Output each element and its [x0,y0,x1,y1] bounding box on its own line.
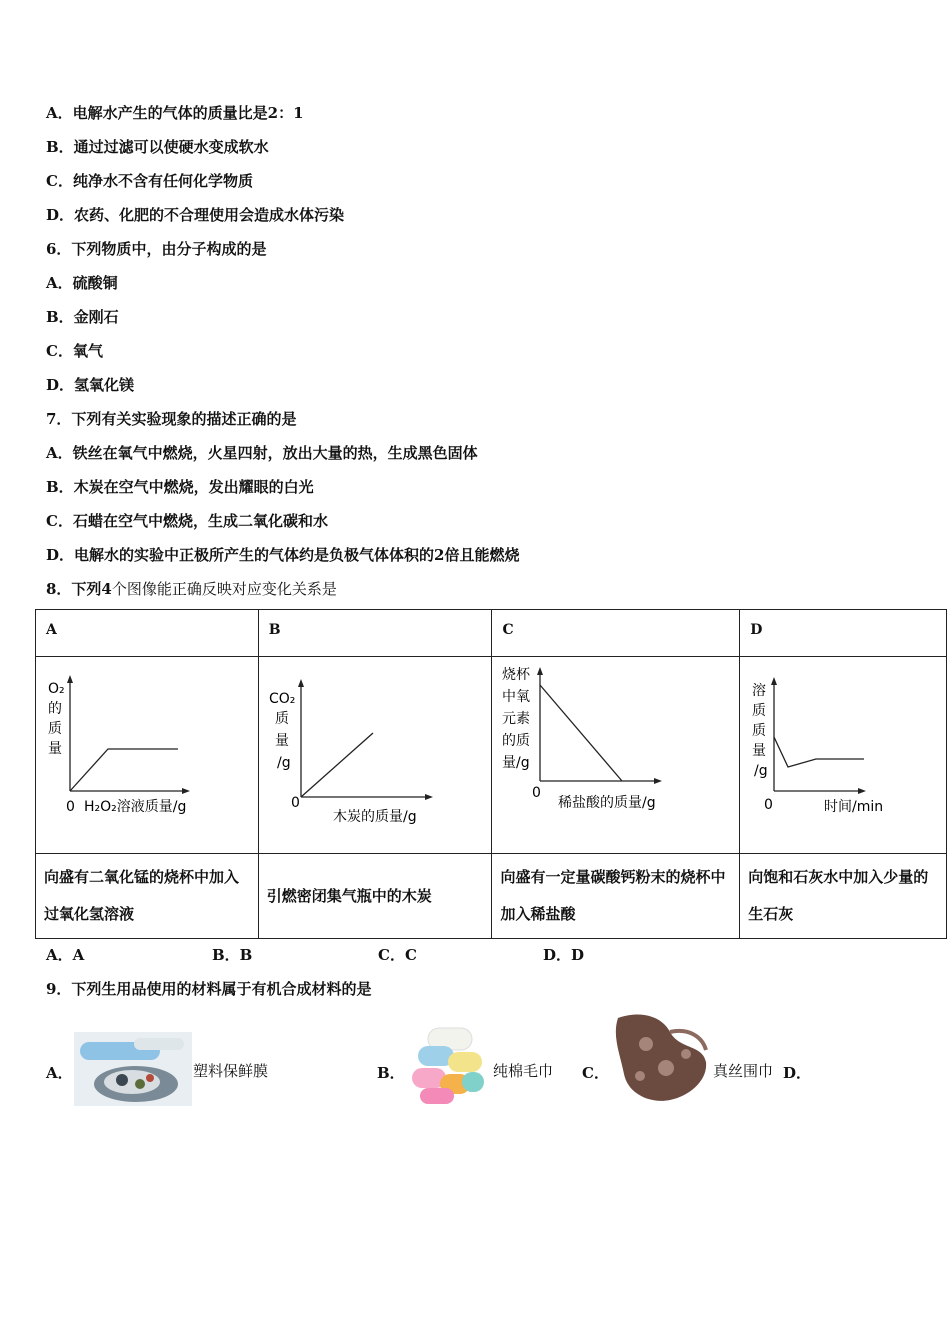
q5-option-b: B．通过过滤可以使硬水变成软水 [46,138,269,156]
q5-option-c: C．纯净水不含有任何化学物质 [46,172,253,190]
q8-graph-d [740,657,947,854]
q8-graph-c [492,657,740,854]
graph-b-ylabel-3: 量 [274,733,289,749]
graph-c-ylabel-4: 的质 [502,733,531,749]
q9-option-a-name: 塑料保鲜膜 [193,1062,269,1080]
graph-c-xlabel: 稀盐酸的质量/g [558,795,657,811]
q9-option-b-name: 纯棉毛巾 [493,1062,554,1080]
cotton-towel-image [408,1022,488,1106]
graph-c-ylabel-3: 元素 [502,711,531,727]
q8-header-d: D [740,610,947,657]
q9-option-d-label: D． [783,1064,812,1082]
graph-d-ylabel-5: /g [754,763,768,779]
graph-a-ylabel-4: 量 [48,741,62,757]
plastic-wrap-image [74,1032,192,1106]
q6-stem: 6．下列物质中，由分子构成的是 [46,240,267,258]
q8-option-c: C．C [378,946,417,964]
q8-stem: 8．下列4个图像能正确反映对应变化关系是 [46,580,337,598]
graph-a-origin: 0 [66,799,75,815]
q7-option-a: A．铁丝在氧气中燃烧，火星四射，放出大量的热，生成黑色固体 [46,444,478,462]
q8-option-b: B．B [212,946,253,964]
q8-desc-d: 向饱和石灰水中加入少量的生石灰 [740,854,947,939]
q7-option-d: D．电解水的实验中正极所产生的气体约是负极气体体积的2倍且能燃烧 [46,546,520,564]
graph-d-origin: 0 [764,797,774,813]
q7-option-c: C．石蜡在空气中燃烧，生成二氧化碳和水 [46,512,328,530]
graph-b-origin: 0 [290,795,300,811]
q9-option-c-name: 真丝围巾 [713,1062,774,1080]
graph-c-ylabel-1: 烧杯 [502,667,531,683]
q7-option-b: B．木炭在空气中燃烧，发出耀眼的白光 [46,478,314,496]
q8-desc-c: 向盛有一定量碳酸钙粉末的烧杯中加入稀盐酸 [492,854,740,939]
q5-option-d: D．农药、化肥的不合理使用会造成水体污染 [46,206,345,224]
q7-stem: 7．下列有关实验现象的描述正确的是 [46,410,297,428]
q9-options [0,1010,950,1120]
q6-option-d: D．氢氧化镁 [46,376,135,394]
graph-d-xlabel: 时间/min [824,799,884,815]
graph-d-ylabel-2: 质 [752,703,767,719]
graph-a-xlabel: H₂O₂溶液质量/g [84,799,187,815]
graph-b-ylabel-1: CO₂ [268,691,296,707]
q8-desc-a: 向盛有二氧化锰的烧杯中加入过氧化氢溶液 [36,854,259,939]
q8-header-b: B [258,610,492,657]
q6-option-b: B．金刚石 [46,308,119,326]
q8-graph-a [36,657,259,854]
graph-c-origin: 0 [532,785,542,801]
q5-option-a: A．电解水产生的气体的质量比是2：1 [46,104,304,122]
q9-option-a-label: A． [46,1064,73,1082]
graph-b-xlabel: 木炭的质量/g [332,809,417,825]
q8-table [35,609,947,939]
q8-option-d: D．D [543,946,585,964]
q6-option-a: A．硫酸铜 [46,274,118,292]
q8-header-c: C [492,610,740,657]
graph-a-ylabel-2: 的 [48,701,62,717]
graph-a-ylabel-1: O₂ [48,681,65,697]
graph-b-ylabel-4: /g [276,755,291,771]
q8-graph-b [258,657,492,854]
graph-a-ylabel-3: 质 [48,721,62,737]
graph-d-ylabel-3: 质 [752,723,767,739]
q8-header-a: A [36,610,259,657]
graph-c-ylabel-5: 量/g [502,755,531,771]
q9-option-c-label: C． [582,1064,609,1082]
graph-d-ylabel-4: 量 [752,743,767,759]
q9-option-b-label: B． [377,1064,405,1082]
q9-stem: 9．下列生用品使用的材料属于有机合成材料的是 [46,980,372,998]
silk-scarf-image [610,1010,710,1108]
q6-option-c: C．氧气 [46,342,103,360]
graph-b-ylabel-2: 质 [274,711,289,727]
q8-option-a: A．A [46,946,85,964]
q8-desc-b: 引燃密闭集气瓶中的木炭 [258,854,492,939]
graph-d-ylabel-1: 溶 [752,683,767,699]
graph-c-ylabel-2: 中氧 [502,689,531,705]
